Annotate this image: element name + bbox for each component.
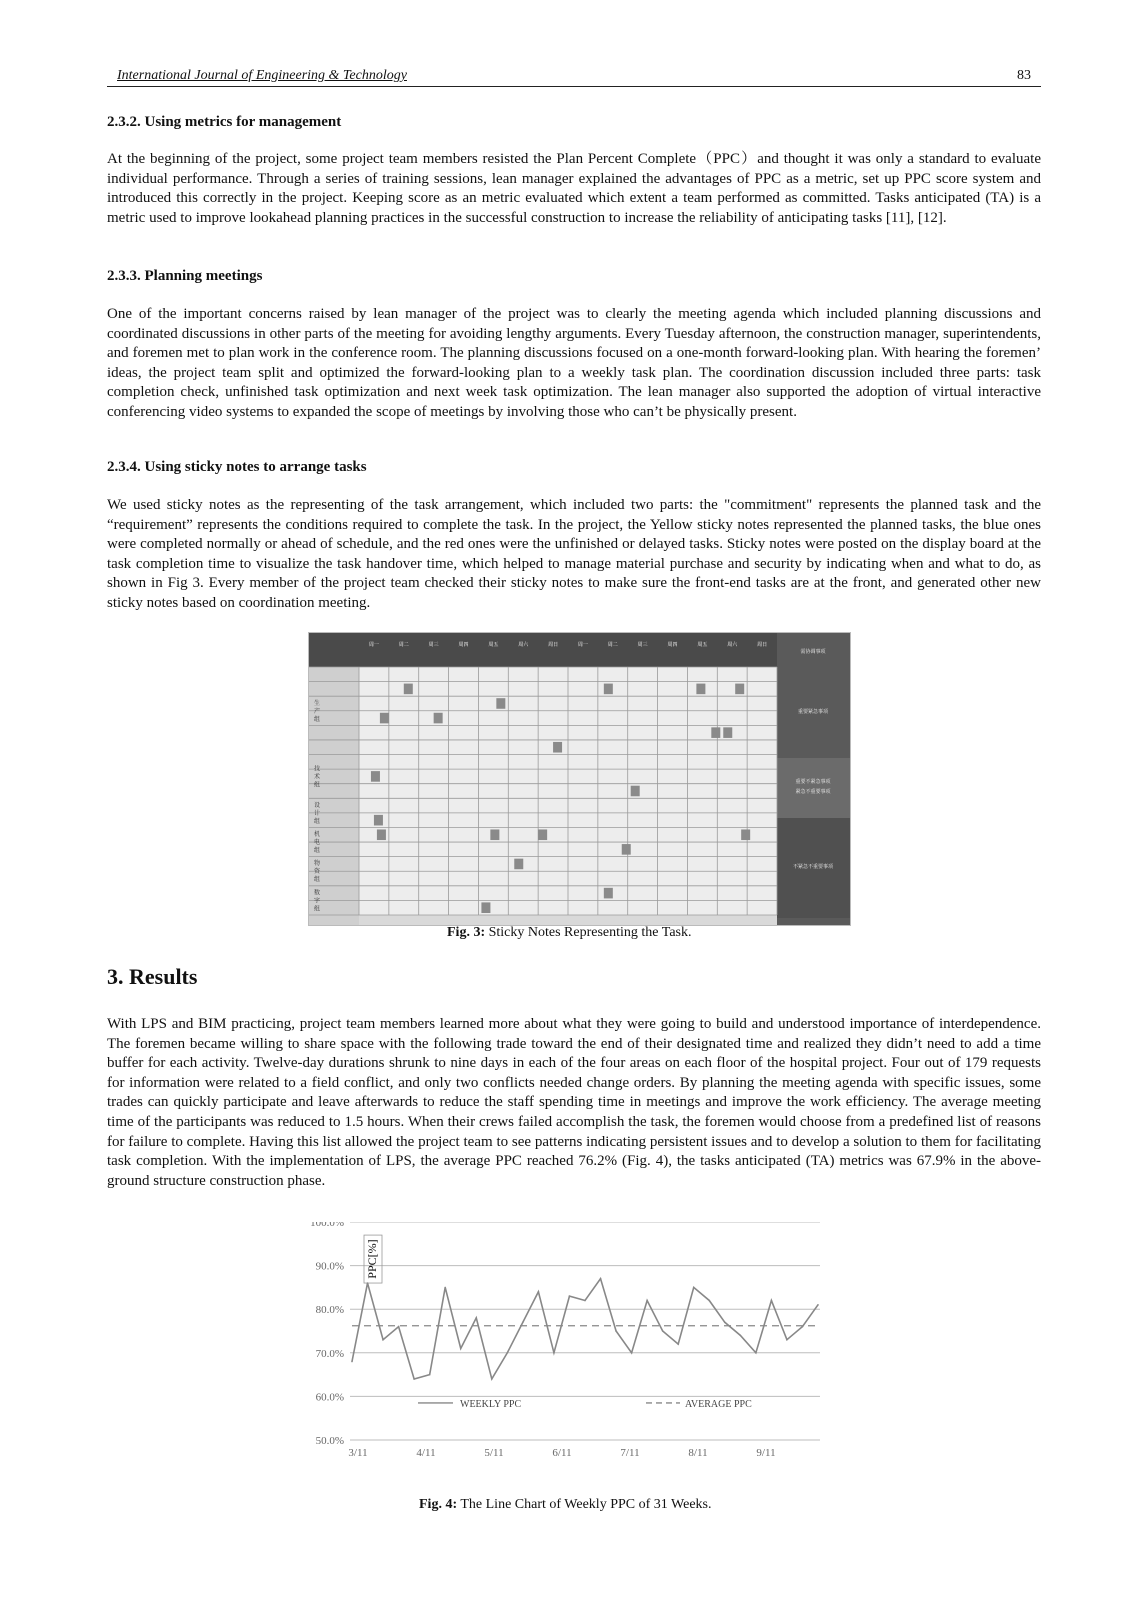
sticky-note [604,684,613,695]
board-side-label: 重要紧急事项 [797,709,829,715]
board-day-header: 周二 [607,642,618,648]
weekly-ppc-point [460,1348,462,1350]
fig3-caption-label: Fig. 3: [447,925,486,940]
weekly-ppc-point [444,1287,446,1289]
board-day-header: 周一 [577,642,588,648]
board-side-label: 需协调事项 [800,649,826,655]
ppc-chart-svg [290,1222,850,1492]
board-day-header: 周三 [428,642,439,648]
board-group-label-char: 组 [313,781,321,789]
sticky-note [741,829,750,840]
board-day-header: 周一 [368,642,379,648]
sticky-note [371,771,380,782]
ppc-line-chart [290,1222,850,1492]
weekly-ppc-point [367,1282,369,1284]
sticky-note [622,844,631,855]
board-day-header: 周六 [518,642,529,648]
weekly-ppc-point [615,1330,617,1332]
board-group-label-char: 机 [313,831,321,839]
x-tick-label: 3/11 [348,1447,368,1459]
section-234-heading: 2.3.4. Using sticky notes to arrange tasks [107,459,367,475]
page-number: 83 [1017,68,1031,83]
fig3-caption [447,925,692,941]
sticky-note [711,727,720,738]
weekly-ppc-point [351,1361,353,1363]
sticky-note [538,829,547,840]
y-tick-label: 70.0% [315,1347,344,1360]
weekly-ppc-line [352,1279,818,1379]
fig4-caption-label: Fig. 4: [419,1497,458,1512]
board-day-header: 周日 [757,642,768,648]
weekly-ppc-point [786,1339,788,1341]
x-tick-label: 5/11 [484,1447,504,1459]
sticky-note [696,684,705,695]
y-tick-label: 50.0% [315,1435,344,1447]
weekly-ppc-point [398,1326,400,1328]
y-tick-label: 60.0% [315,1391,344,1404]
weekly-ppc-point [631,1352,633,1354]
board-group-label-char: 组 [313,905,321,913]
section-233-heading: 2.3.3. Planning meetings [107,268,263,284]
board-group-label-char: 产 [313,707,321,715]
board-group-label-char: 术 [313,773,321,781]
board-group-label-char: 计 [313,809,321,817]
weekly-ppc-point [740,1335,742,1337]
weekly-ppc-point [553,1352,555,1354]
sticky-note [496,698,505,709]
board-day-header: 周四 [667,642,678,648]
fig3-caption-text: Sticky Notes Representing the Task. [485,925,692,940]
weekly-ppc-point [646,1300,648,1302]
sticky-note [404,684,413,695]
board-group-label-char: 技 [313,765,321,773]
board-day-header: 周二 [398,642,409,648]
sticky-note [723,727,732,738]
results-heading: 3. Results [107,964,198,989]
sticky-note [604,888,613,899]
sticky-note [481,902,490,913]
y-tick-label: 80.0% [315,1304,344,1317]
weekly-ppc-point [802,1326,804,1328]
y-tick-label: 100.0% [310,1222,344,1229]
sticky-note [514,859,523,870]
board-group-label-char: 组 [313,817,321,825]
sticky-note [490,829,499,840]
sticky-board-svg [309,633,850,925]
weekly-ppc-point [382,1339,384,1341]
board-day-header: 周五 [488,642,499,648]
weekly-ppc-point [771,1300,773,1302]
weekly-ppc-point [662,1330,664,1332]
board-group-label-char: 资 [313,868,321,876]
sticky-note [735,684,744,695]
weekly-ppc-point [755,1352,757,1354]
board-group-label-char: 组 [313,715,321,723]
board-day-header: 周四 [458,642,469,648]
section-232-paragraph: At the beginning of the project, some project team members resisted the Plan Percent Complete（PPC）and thought it was only a standard to evaluate individual performance. Through a series of training sessions, lean manager explained the advantages of PPC as a metric, set up PPC score system and introduced this correctly in the project. Keeping score as an metric evaluated which extent a team performed as committed. Tasks anticipated (TA) is a metric used to improve lookahead planning practices in the successful construction to increase the reliability of anticipating tasks [11], [12]. [107,151,1041,226]
board-group-label-char: 设 [313,801,321,809]
board-group-label-char: 字 [313,897,321,905]
weekly-ppc-point [817,1304,819,1306]
weekly-ppc-point [507,1352,509,1354]
section-233-paragraph: One of the important concerns raised by lean manager of the project was to clearly the meeting agenda which included planning discussions and coordinated discussions in other parts of the meeting for avoiding lengthy arguments. Every Tuesday afternoon, the construction manager, superintendents, and foremen met to plan work in the conference room. The planning discussions focused on a one-month forward-looking plan. With hearing the foremen’ ideas, the project team split and optimized the forward-looking plan to a weekly task plan. The coordination discussion included three parts: task completion check, unfinished task optimization and next week task optimization. The lean manager also supported the adoption of virtual interactive conferencing video systems to expanded the scope of meetings by involving those who can’t be physically present. [107,306,1041,420]
weekly-ppc-point [708,1300,710,1302]
weekly-ppc-point [475,1317,477,1319]
board-side-panel-mid [777,758,850,818]
weekly-ppc-point [600,1278,602,1280]
weekly-ppc-point [724,1321,726,1323]
weekly-ppc-point [429,1374,431,1376]
weekly-ppc-point [584,1300,586,1302]
weekly-ppc-point [538,1291,540,1293]
weekly-ppc-point [569,1295,571,1297]
board-side-label: 不紧急不重要事项 [792,864,834,870]
board-day-header: 周五 [697,642,708,648]
sticky-notes-board-figure [308,632,851,926]
board-day-header: 周六 [727,642,738,648]
y-tick-label: 90.0% [315,1260,344,1273]
x-tick-label: 6/11 [552,1447,572,1459]
sticky-note [380,713,389,724]
fig4-caption [419,1497,712,1513]
weekly-ppc-point [491,1378,493,1380]
sticky-note [374,815,383,826]
y-axis-label: PPC[%] [365,1239,379,1279]
board-side-label: 紧急不重要事项 [795,789,831,795]
board-group-label-char: 物 [313,860,321,868]
sticky-note [434,713,443,724]
results-paragraph: With LPS and BIM practicing, project team members learned more about what they were going to build and understood importance of interdependence. The foremen became willing to share space with the following trade toward the end of their designated time and realized they didn’t need to add a time buffer for each activity. Twelve-day durations shrunk to nine days in each of the four areas on each floor of the hospital project. Four out of 179 requests for information were related to a field conflict, and only two conflicts needed change orders. By planning the meeting agenda with specific issues, some trades can quickly participate and leave afterwards to reduce the staff spending time in meetings and improve the work efficiency. The average meeting time of the participants was reduced to 1.5 hours. When their crews failed accomplish the task, the foremen would choose from a predefined list of reasons for failure to complete. Having this list allowed the project team to see patterns indicating persistent issues and to develop a solution to them for facilitating task completion. With the implementation of LPS, the average PPC reached 76.2% (Fig. 4), the tasks anticipated (TA) metrics was 67.9% in the above-ground structure construction phase. [107,1016,1041,1189]
legend-weekly-label: WEEKLY PPC [460,1398,522,1410]
board-group-label-char: 组 [313,876,321,884]
weekly-ppc-point [413,1378,415,1380]
legend-average-label: AVERAGE PPC [685,1398,752,1410]
board-day-header: 周三 [637,642,648,648]
fig4-caption-text: The Line Chart of Weekly PPC of 31 Weeks. [457,1497,712,1512]
section-234-paragraph: We used sticky notes as the representing of the task arrangement, which included two parts: the "commitment" represents the planned task and the “requirement” represents the conditions required to complete the task. In the project, the Yellow sticky notes represented the planned tasks, the blue ones were completed normally or ahead of schedule, and the red ones were the unfinished or delayed tasks. Sticky notes were posted on the display board at the task completion time to visualize the task handover time, which helped to manage material purchase and security by indicating when and what to do, as shown in Fig 3. Every member of the project team checked their sticky notes to make sure the front-end tasks are at the front, and generated other new sticky notes based on coordination meeting. [107,497,1041,611]
sticky-note [553,742,562,753]
board-day-header: 周日 [548,642,559,648]
x-tick-label: 4/11 [416,1447,436,1459]
sticky-note [377,829,386,840]
board-side-label: 重要不紧急事项 [795,779,831,785]
board-header-bar [309,633,850,667]
x-tick-label: 9/11 [756,1447,776,1459]
weekly-ppc-point [693,1287,695,1289]
board-group-label-char: 组 [313,847,321,855]
section-232-heading: 2.3.2. Using metrics for management [107,114,342,130]
running-head [107,66,1041,87]
board-group-label-char: 数 [313,889,321,897]
board-group-label-char: 电 [313,839,321,847]
x-tick-label: 8/11 [688,1447,708,1459]
sticky-note [631,786,640,797]
weekly-ppc-point [522,1321,524,1323]
board-group-label-char: 生 [313,699,321,707]
journal-title: International Journal of Engineering & Technology [117,68,407,83]
x-tick-label: 7/11 [620,1447,640,1459]
weekly-ppc-point [677,1343,679,1345]
